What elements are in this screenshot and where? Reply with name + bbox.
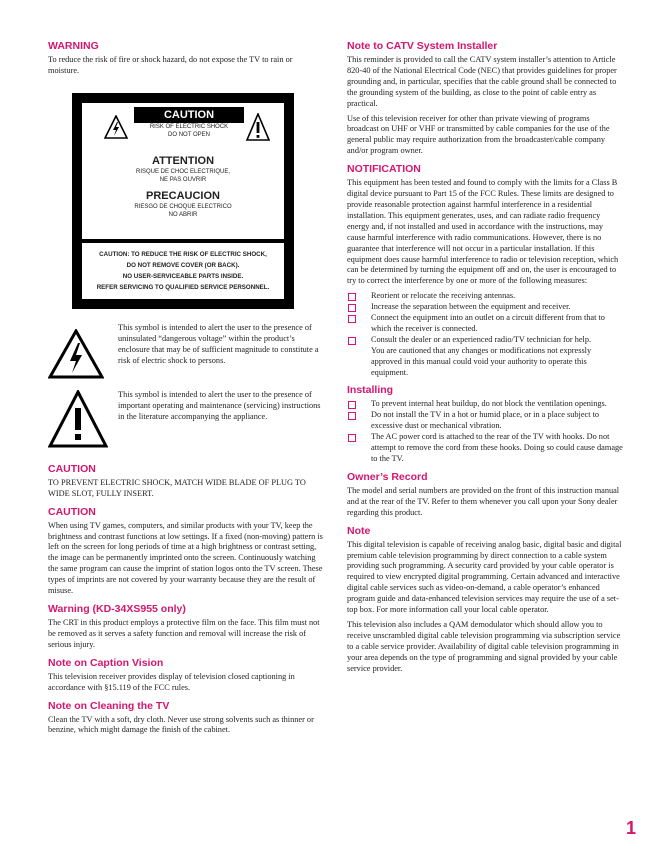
cleaning-heading: Note on Cleaning the TV xyxy=(48,699,170,712)
label-precaucion: PRECAUCION xyxy=(146,189,220,202)
warning-crt-section xyxy=(48,603,324,651)
catv-section xyxy=(347,40,623,157)
lightning-symbol-icon xyxy=(48,329,104,379)
checkbox-bullet-icon xyxy=(348,337,356,345)
caution-label-lower xyxy=(82,243,284,299)
list-item: The AC power cord is attached to the rear of the TV with hooks. Do not attempt to remove the cord from these hooks. Doing so could cause damage to the TV. xyxy=(347,432,623,465)
label-lower-line4: REFER SERVICING TO QUALIFIED SERVICE PERSONNEL. xyxy=(96,283,270,291)
cleaning-text: Clean the TV with a soft, dry cloth. Never use strong solvents such as thinner or benzine, which might damage the finish of the cabinet. xyxy=(48,714,314,735)
caution-label-header xyxy=(134,107,244,139)
notification-heading: NOTIFICATION xyxy=(347,163,421,176)
symbol-lightning-text: This symbol is intended to alert the user to the presence of uninsulated “dangerous voltage” within the product’s enclosure that may be of sufficient magnitude to constitute a risk of electric shock to persons. xyxy=(118,322,319,365)
list-item: Consult the dealer or an experienced radio/TV technician for help. You are cautioned that any changes or modifications not expressly approved in this manual could void your authority to operate this equipment. xyxy=(347,335,623,379)
checkbox-bullet-icon xyxy=(348,401,356,409)
label-attention-sub1: RISQUE DE CHOC ELECTRIQUE, xyxy=(135,168,230,175)
caution-label-upper xyxy=(82,103,284,239)
label-caution-sub1: RISK OF ELECTRIC SHOCK xyxy=(149,123,229,130)
page-number: 1 xyxy=(625,818,636,838)
caution-games-text: When using TV games, computers, and similar products with your TV, keep the brightness and contrast functions at low settings. If a fixed (non-moving) pattern is left on the screen for long periods of time at a high brightness or contrast setting, the image can be permanently imprinted onto the screen. Continuously watching the same program can cause the imprint of station logos onto the TV screen. These types of imprints are not covered by your warranty because they are the result of misuse. xyxy=(48,520,323,596)
caption-vision-section xyxy=(48,657,324,694)
list-item: Do not install the TV in a hot or humid place, or in a place subject to excessive dust or mechanical vibration. xyxy=(347,410,623,432)
owners-record-heading: Owner’s Record xyxy=(347,470,428,483)
label-lower-line1: CAUTION: TO REDUCE THE RISK OF ELECTRIC SHOCK, xyxy=(99,250,267,258)
notification-text: This equipment has been tested and found to comply with the limits for a Class B digital device pursuant to Part 15 of the FCC Rules. These limits are designed to provide reasonable protection against harmful interference in a residential installation. This equipment generates, uses, and can radiate radio frequency energy and, if not installed and used in accordance with the instructions, may cause harmful interference with radio communications. However, there is no guarantee that interference will not occur in a particular installation. If this equipment does cause harmful interference to radio or television reception, which can be determined by turning the equipment off and on, the user is encouraged to try to correct the interference by one or more of the following measures: xyxy=(347,178,619,286)
note-text-2: This television also includes a QAM demodulator which should allow you to receive unscrambled digital cable television programming via subscription service to a cable service provider. Availability of digital cable television programming in your area depends on the type of programming and signal provided by your cable service provider. xyxy=(347,619,621,673)
warning-crt-heading: Warning (KD-34XS955 only) xyxy=(48,602,186,615)
caution-plug-section xyxy=(48,463,324,500)
label-precaucion-sub2: NO ABRIR xyxy=(168,211,198,218)
installing-list xyxy=(347,399,623,464)
catv-text-2: Use of this television receiver for other than private viewing of programs broadcast on UHF or VHF or transmitted by cable companies for the use of the general public may require authorization from the broadcaster/cable company and/or program owner. xyxy=(347,113,610,156)
label-caution: CAUTION xyxy=(134,107,244,123)
symbol-exclamation-row xyxy=(48,390,324,453)
label-lower-line3: NO USER-SERVICEABLE PARTS INSIDE. xyxy=(122,272,244,280)
checkbox-bullet-icon xyxy=(348,304,356,312)
right-column xyxy=(347,40,623,681)
checkbox-bullet-icon xyxy=(348,412,356,420)
caution-games-section xyxy=(48,506,324,597)
warning-crt-text: The CRT in this product employs a protective film on the face. This film must not be removed as it serves a safety function and removal will increase the risk of serious injury. xyxy=(48,617,320,649)
catv-text-1: This reminder is provided to call the CATV system installer’s attention to Article 820-40 of the National Electrical Code (NEC) that provides guidelines for proper grounding and, in particular, specifies that the cable ground shall be connected to the grounding system of the building, as close to the point of cable entry as practical. xyxy=(347,55,617,108)
warning-text: To reduce the risk of fire or shock hazard, do not expose the TV to rain or moisture. xyxy=(48,55,293,75)
label-attention-sub2: NE PAS OUVRIR xyxy=(159,176,207,183)
list-item: Increase the separation between the equipment and receiver. xyxy=(347,302,623,313)
symbol-lightning-row xyxy=(48,323,324,384)
list-item: To prevent internal heat buildup, do not block the ventilation openings. xyxy=(347,399,623,410)
caution-plug-heading: CAUTION xyxy=(48,462,96,475)
warning-section xyxy=(48,40,324,77)
checkbox-bullet-icon xyxy=(348,315,356,323)
checkbox-bullet-icon xyxy=(348,293,356,301)
cleaning-section xyxy=(48,700,324,737)
list-item: Connect the equipment into an outlet on a circuit different from that to which the receiver is connected. xyxy=(347,313,623,335)
left-column xyxy=(48,40,324,742)
owners-record-section xyxy=(347,471,623,519)
exclamation-symbol-icon xyxy=(48,390,108,448)
symbol-exclamation-wrap xyxy=(48,390,118,453)
list-item: Reorient or relocate the receiving antennas. xyxy=(347,291,623,302)
measures-list xyxy=(347,291,623,378)
installing-heading: Installing xyxy=(347,384,394,397)
measures-note: You are cautioned that any changes or modifications not expressly approved in this manual could void your authority to operate this equipment. xyxy=(371,345,592,377)
installing-section xyxy=(347,384,623,464)
note-heading: Note xyxy=(347,524,371,537)
note-section xyxy=(347,525,623,675)
caption-vision-heading: Note on Caption Vision xyxy=(48,656,164,669)
caution-games-heading: CAUTION xyxy=(48,505,96,518)
caption-vision-text: This television receiver provides display of television closed captioning in accordance with §15.119 of the FCC rules. xyxy=(48,671,295,692)
note-text-1: This digital television is capable of receiving analog basic, digital basic and digital premium cable television programming by direct connection to a cable system providing such programming. A security card provided by your cable operator is required to view encrypted digital programming. Certain advanced and interactive digital cable services such as video-on-demand, a cable operator’s enhanced program guide and data-enhanced television services may require the use of a set-top box. For more information call your local cable operator. xyxy=(347,539,622,615)
catv-heading: Note to CATV System Installer xyxy=(347,40,498,52)
label-caution-sub2: DO NOT OPEN xyxy=(168,131,210,138)
checkbox-bullet-icon xyxy=(348,434,356,442)
symbol-lightning-wrap xyxy=(48,323,118,384)
label-attention: ATTENTION xyxy=(151,154,215,167)
exclamation-warning-icon xyxy=(246,113,270,141)
caution-plug-text: TO PREVENT ELECTRIC SHOCK, MATCH WIDE BLADE OF PLUG TO WIDE SLOT, FULLY INSERT. xyxy=(48,477,306,498)
notification-section xyxy=(347,163,623,378)
symbol-exclamation-text: This symbol is intended to alert the user to the presence of important operating and maintenance (servicing) instructions in the literature accompanying the appliance. xyxy=(118,389,321,421)
warning-heading: WARNING xyxy=(48,40,99,52)
owners-record-text: The model and serial numbers are provided on the front of this instruction manual and at the rear of the TV. Refer to them whenever you call upon your Sony dealer regarding this product. xyxy=(347,485,620,517)
label-precaucion-sub1: RIESGO DE CHOQUE ELECTRICO xyxy=(134,203,232,210)
label-lower-line2: DO NOT REMOVE COVER (OR BACK). xyxy=(126,261,240,269)
caution-label xyxy=(72,93,294,309)
lightning-warning-icon xyxy=(104,115,128,139)
